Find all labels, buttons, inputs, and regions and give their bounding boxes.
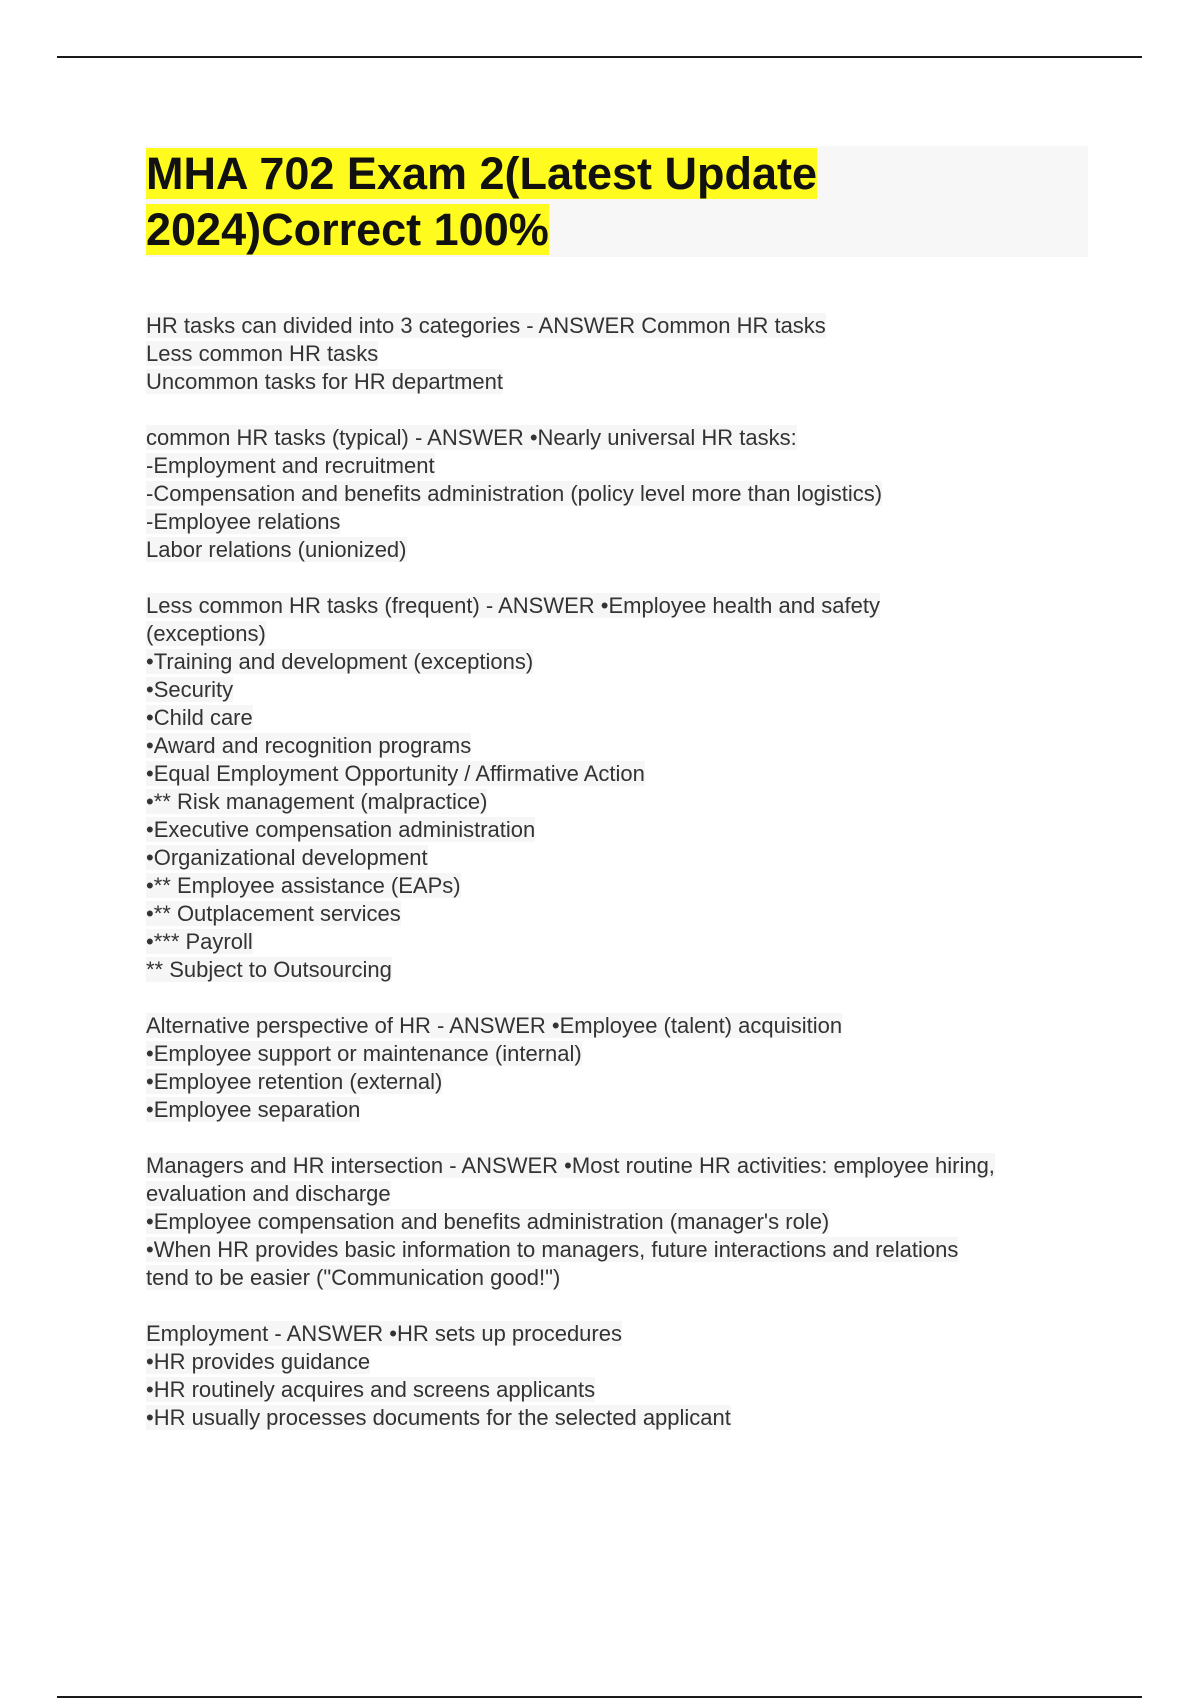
qa-line-text: Managers and HR intersection - ANSWER •Most routine HR activities: employee hiring, bbox=[146, 1153, 995, 1178]
qa-answer-line bbox=[146, 536, 1096, 564]
qa-line-text: Alternative perspective of HR - ANSWER •Employee (talent) acquisition bbox=[146, 1013, 843, 1038]
qa-question-line bbox=[146, 1320, 1096, 1348]
qa-line-text: Less common HR tasks bbox=[146, 341, 379, 366]
qa-line-text: (exceptions) bbox=[146, 621, 266, 646]
qa-answer-line bbox=[146, 1348, 1096, 1376]
qa-answer-line bbox=[146, 620, 1096, 648]
qa-question-line bbox=[146, 424, 1096, 452]
qa-entry bbox=[146, 1152, 1096, 1292]
qa-line-text: Less common HR tasks (frequent) - ANSWER •Employee health and safety bbox=[146, 593, 881, 618]
qa-answer-line bbox=[146, 480, 1096, 508]
qa-answer-line bbox=[146, 452, 1096, 480]
qa-line-text: •Executive compensation administration bbox=[146, 817, 536, 842]
qa-line-text: common HR tasks (typical) - ANSWER •Nearly universal HR tasks: bbox=[146, 425, 797, 450]
qa-answer-line bbox=[146, 1208, 1096, 1236]
qa-content bbox=[146, 312, 1096, 1460]
qa-answer-line bbox=[146, 704, 1096, 732]
qa-answer-line bbox=[146, 760, 1096, 788]
qa-line-text: ** Subject to Outsourcing bbox=[146, 957, 392, 982]
title-line-2: 2024)Correct 100% bbox=[146, 204, 549, 255]
title-line-1: MHA 702 Exam 2(Latest Update bbox=[146, 148, 818, 199]
qa-line-text: •Employee compensation and benefits administration (manager's role) bbox=[146, 1209, 830, 1234]
qa-line-text: •Child care bbox=[146, 705, 253, 730]
qa-line-text: •** Outplacement services bbox=[146, 901, 401, 926]
qa-answer-line bbox=[146, 1180, 1096, 1208]
qa-answer-line bbox=[146, 872, 1096, 900]
qa-question-line bbox=[146, 1012, 1096, 1040]
qa-line-text: Uncommon tasks for HR department bbox=[146, 369, 504, 394]
qa-line-text: •Employee separation bbox=[146, 1097, 361, 1122]
qa-answer-line bbox=[146, 648, 1096, 676]
qa-question-line bbox=[146, 1152, 1096, 1180]
footer-rule bbox=[57, 1696, 1142, 1698]
qa-answer-line bbox=[146, 928, 1096, 956]
qa-question-line bbox=[146, 592, 1096, 620]
qa-answer-line bbox=[146, 788, 1096, 816]
qa-line-text: evaluation and discharge bbox=[146, 1181, 391, 1206]
qa-line-text: -Employee relations bbox=[146, 509, 341, 534]
qa-line-text: •Equal Employment Opportunity / Affirmative Action bbox=[146, 761, 645, 786]
qa-answer-line bbox=[146, 508, 1096, 536]
qa-line-text: •When HR provides basic information to managers, future interactions and relations bbox=[146, 1237, 959, 1262]
qa-line-text: •** Employee assistance (EAPs) bbox=[146, 873, 461, 898]
qa-answer-line bbox=[146, 900, 1096, 928]
qa-line-text: Labor relations (unionized) bbox=[146, 537, 407, 562]
qa-answer-line bbox=[146, 1264, 1096, 1292]
header-rule bbox=[57, 56, 1142, 58]
qa-answer-line bbox=[146, 1096, 1096, 1124]
qa-entry bbox=[146, 424, 1096, 564]
qa-answer-line bbox=[146, 1040, 1096, 1068]
qa-answer-line bbox=[146, 368, 1096, 396]
qa-entry bbox=[146, 1320, 1096, 1432]
title-block bbox=[146, 146, 1088, 257]
qa-line-text: •** Risk management (malpractice) bbox=[146, 789, 488, 814]
qa-line-text: •HR provides guidance bbox=[146, 1349, 371, 1374]
qa-answer-line bbox=[146, 340, 1096, 368]
qa-line-text: •Training and development (exceptions) bbox=[146, 649, 534, 674]
qa-answer-line bbox=[146, 956, 1096, 984]
qa-line-text: •Award and recognition programs bbox=[146, 733, 472, 758]
document-title bbox=[146, 146, 1088, 258]
qa-entry bbox=[146, 592, 1096, 984]
qa-answer-line bbox=[146, 844, 1096, 872]
qa-answer-line bbox=[146, 1236, 1096, 1264]
qa-line-text: HR tasks can divided into 3 categories - ANSWER Common HR tasks bbox=[146, 313, 826, 338]
qa-line-text: •HR routinely acquires and screens applicants bbox=[146, 1377, 596, 1402]
qa-answer-line bbox=[146, 1404, 1096, 1432]
qa-line-text: •Employee retention (external) bbox=[146, 1069, 443, 1094]
qa-line-text: •Employee support or maintenance (internal) bbox=[146, 1041, 582, 1066]
qa-answer-line bbox=[146, 816, 1096, 844]
qa-line-text: •*** Payroll bbox=[146, 929, 253, 954]
qa-entry bbox=[146, 312, 1096, 396]
qa-line-text: tend to be easier ("Communication good!") bbox=[146, 1265, 561, 1290]
qa-line-text: -Employment and recruitment bbox=[146, 453, 435, 478]
qa-line-text: -Compensation and benefits administration (policy level more than logistics) bbox=[146, 481, 883, 506]
qa-answer-line bbox=[146, 732, 1096, 760]
qa-line-text: •Organizational development bbox=[146, 845, 428, 870]
qa-answer-line bbox=[146, 1068, 1096, 1096]
qa-line-text: Employment - ANSWER •HR sets up procedures bbox=[146, 1321, 622, 1346]
qa-answer-line bbox=[146, 676, 1096, 704]
qa-answer-line bbox=[146, 1376, 1096, 1404]
qa-line-text: •HR usually processes documents for the selected applicant bbox=[146, 1405, 731, 1430]
qa-question-line bbox=[146, 312, 1096, 340]
qa-entry bbox=[146, 1012, 1096, 1124]
qa-line-text: •Security bbox=[146, 677, 234, 702]
